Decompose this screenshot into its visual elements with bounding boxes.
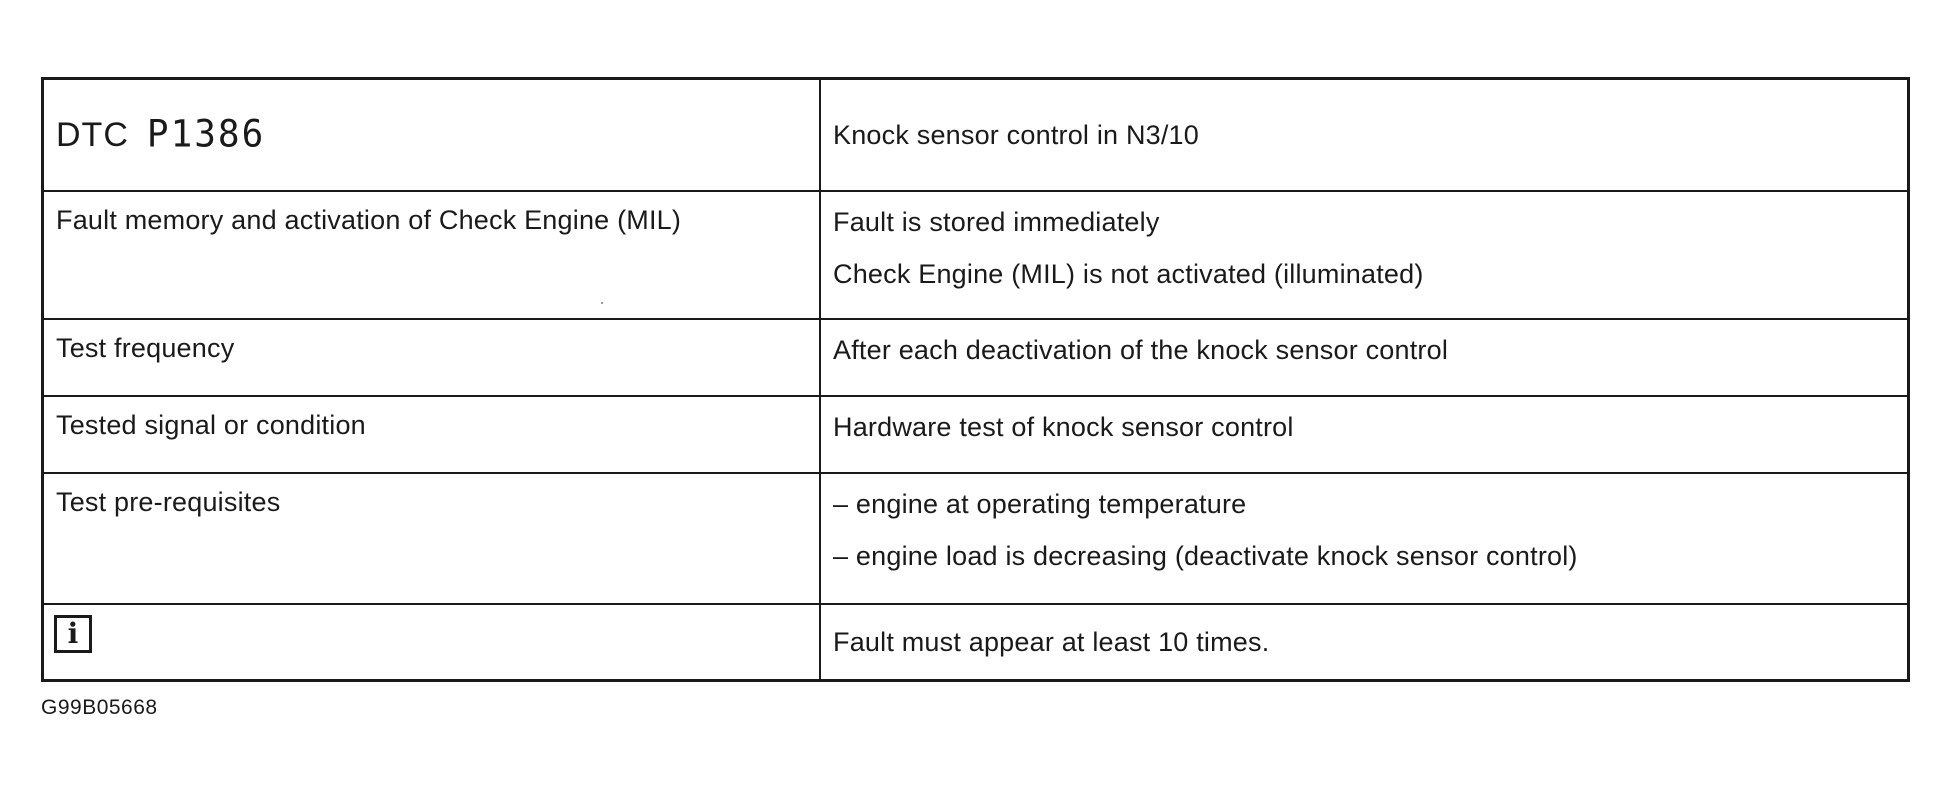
row-label-fault-memory <box>44 192 821 320</box>
dtc-description: Knock sensor control in N3/10 <box>833 120 1199 150</box>
row-label: Fault memory and activation of Check Engine (MIL) <box>56 205 682 235</box>
dtc-description-cell <box>821 80 1907 192</box>
figure-id: G99B05668 <box>41 696 158 719</box>
dtc-code-cell <box>44 80 821 192</box>
row-label: Test pre-requisites <box>56 487 281 517</box>
dtc-info-table <box>41 77 1910 682</box>
row-value-fault-memory <box>821 192 1907 320</box>
row-label-pre-requisites <box>44 474 821 605</box>
dtc-code: P1386 <box>146 112 266 156</box>
info-icon: i <box>54 615 92 653</box>
row-value-line: Fault is stored immediately <box>833 207 1160 237</box>
row-value-test-frequency <box>821 320 1907 397</box>
note-text-cell <box>821 605 1907 679</box>
row-value-tested-signal <box>821 397 1907 474</box>
scan-artifact <box>601 302 603 304</box>
note-icon-cell <box>44 605 821 679</box>
row-label-test-frequency <box>44 320 821 397</box>
row-value-line: After each deactivation of the knock sensor control <box>833 335 1449 365</box>
row-label: Tested signal or condition <box>56 410 366 440</box>
note-text: Fault must appear at least 10 times. <box>833 627 1270 657</box>
dtc-label: DTC <box>56 116 129 154</box>
row-label: Test frequency <box>56 333 235 363</box>
row-value-line: – engine load is decreasing (deactivate knock sensor control) <box>833 541 1578 571</box>
row-value-line: – engine at operating temperature <box>833 489 1247 519</box>
row-value-line: Check Engine (MIL) is not activated (illuminated) <box>833 259 1424 289</box>
row-value-line: Hardware test of knock sensor control <box>833 412 1294 442</box>
row-label-tested-signal <box>44 397 821 474</box>
row-value-pre-requisites <box>821 474 1907 605</box>
